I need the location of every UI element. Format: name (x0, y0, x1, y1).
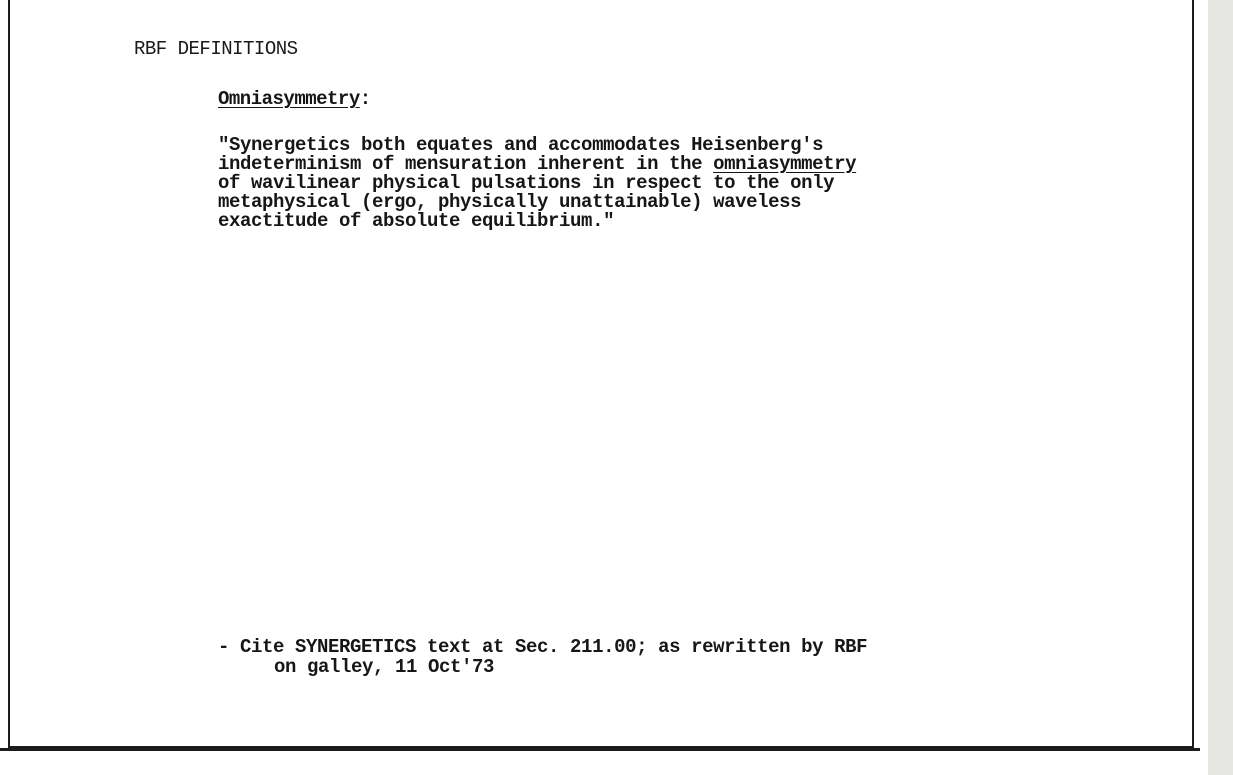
term-title (218, 88, 371, 110)
scan-edge (1208, 0, 1233, 775)
term-colon: : (359, 88, 371, 110)
term-word: Omniasymmetry (218, 88, 360, 110)
citation-line: on galley, 11 Oct'73 (274, 656, 495, 678)
definition-quote (218, 136, 1048, 231)
citation (218, 637, 1098, 677)
definition-line-text: indeterminism of mensuration inherent in the (218, 153, 714, 175)
definition-line: of wavilinear physical pulsations in respect to the only (218, 172, 835, 194)
definition-line: exactitude of absolute equilibrium." (218, 210, 615, 232)
definition-term: omniasymmetry (713, 153, 857, 175)
card-heading: RBF DEFINITIONS (134, 38, 298, 60)
bottom-rule (0, 748, 1200, 751)
definition-line: "Synergetics both equates and accommodates Heisenberg's (218, 134, 824, 156)
citation-line: - Cite SYNERGETICS text at Sec. 211.00; as rewritten by RBF (218, 636, 868, 658)
definition-line: metaphysical (ergo, physically unattainable) waveless (218, 191, 802, 213)
